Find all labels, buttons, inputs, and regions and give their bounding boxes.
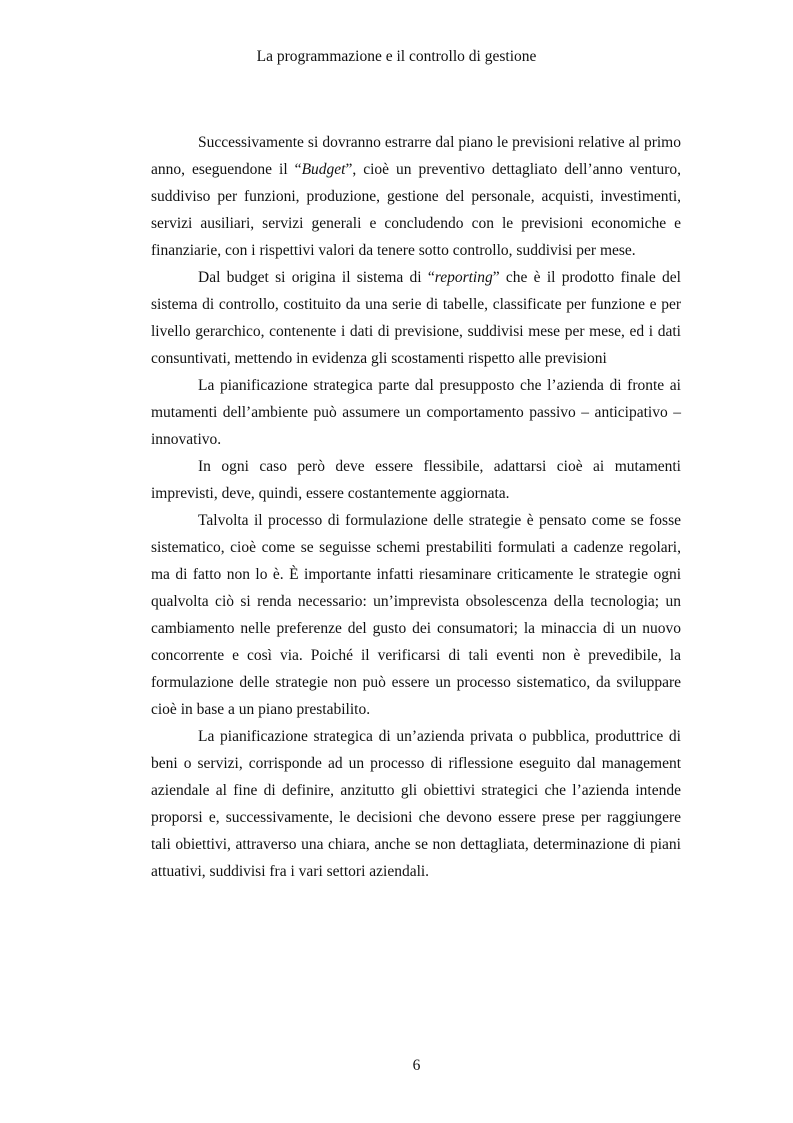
paragraph-budget (151, 129, 681, 264)
body-text (151, 129, 681, 885)
paragraph-strategy-formulation: Talvolta il processo di formulazione delle strategie è pensato come se fosse sistematico, cioè come se seguisse schemi prestabiliti formulati a cadenze regolari, ma di fatto non lo è. È importante infatti riesaminare criticamente le strategie ogni qualvolta ciò si renda necessario: un’imprevista obsolescenza della tecnologia; un cambiamento nelle preferenze del gusto dei consumatori; la minaccia di un nuovo concorrente e così via. Poiché il verificarsi di tali eventi non è prevedibile, la formulazione delle strategie non può essere un processo sistematico, da sviluppare cioè in base a un piano prestabilito. (151, 512, 681, 718)
paragraph-flexibility: In ogni caso però deve essere flessibile, adattarsi cioè ai mutamenti imprevisti, deve, quindi, essere costantemente aggiornata. (151, 458, 681, 502)
italic-term: Budget (301, 161, 346, 178)
paragraph-text: ” che è il prodotto finale del sistema di controllo, costituito da una serie di tabelle, classificate per funzione e per livello gerarchico, contenente i dati di previsione, suddivisi mese per mese, ed i dati consuntivati, mettendo in evidenza gli scostamenti rispetto alle previsioni (151, 269, 681, 367)
paragraph-text: Dal budget si origina il sistema di “ (198, 269, 435, 286)
italic-term: reporting (434, 269, 493, 286)
paragraph-strategic-definition: La pianificazione strategica di un’azienda privata o pubblica, produttrice di beni o servizi, corrisponde ad un processo di riflessione eseguito dal management aziendale al fine di definire, anzitutto gli obiettivi strategici che l’azienda intende proporsi e, successivamente, le decisioni che devono essere prese per raggiungere tali obiettivi, attraverso una chiara, anche se non dettagliata, determinazione di piani attuativi, suddivisi fra i vari settori aziendali. (151, 728, 681, 880)
paragraph-text: ”, cioè un preventivo dettagliato dell’anno venturo, suddiviso per funzioni, produzione, gestione del personale, acquisti, investimenti, servizi ausiliari, servizi generali e concludendo con le previsioni economiche e finanziarie, con i rispettivi valori da tenere sotto controllo, suddivisi per mese. (151, 161, 681, 259)
paragraph-reporting (151, 264, 681, 372)
paragraph-text: Successivamente si dovranno estrarre dal piano le previsioni relative al primo anno, eseguendone il “ (151, 134, 681, 178)
running-header: La programmazione e il controllo di gestione (256, 48, 537, 65)
page-number: 6 (412, 1057, 421, 1074)
paragraph-strategic-planning: La pianificazione strategica parte dal presupposto che l’azienda di fronte ai mutamenti dell’ambiente può assumere un comportamento passivo – anticipativo – innovativo. (151, 377, 681, 448)
